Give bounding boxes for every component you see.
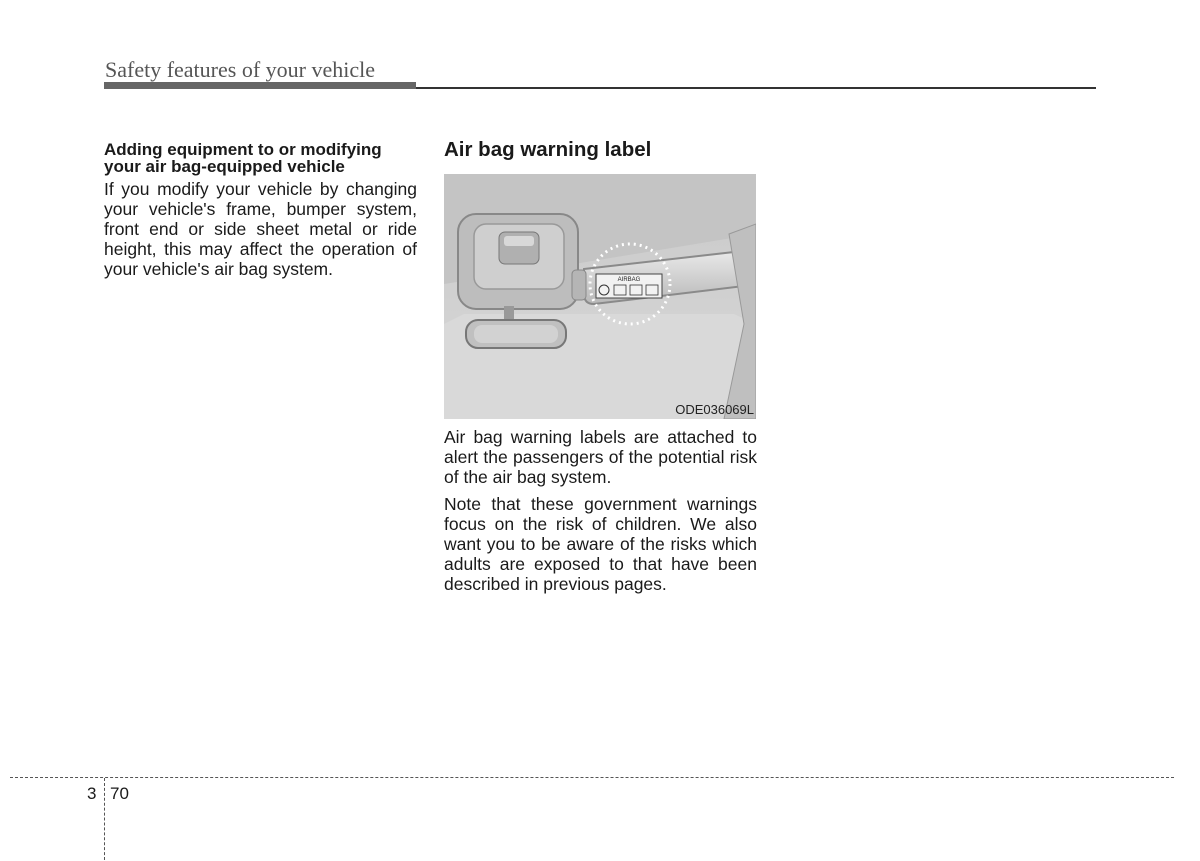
airbag-label-text: AIRBAG (617, 277, 641, 283)
left-column (104, 141, 417, 279)
header-rule-thin (416, 87, 1096, 89)
airbag-label-illustration (444, 174, 756, 419)
page-number: 70 (110, 784, 129, 803)
sun-visor-illustration (444, 174, 756, 419)
page-header-title: Safety features of your vehicle (105, 57, 375, 82)
footer-rule (10, 777, 1174, 778)
figure-code: ODE036069L (675, 402, 754, 417)
modifying-vehicle-subheading: Adding equipment to or modifying your air bag-equipped vehicle (104, 140, 382, 176)
chapter-number: 3 (87, 784, 97, 803)
warning-labels-paragraph: Air bag warning labels are attached to alert the passengers of the potential risk of the air bag system. (444, 427, 757, 487)
header-rule-thick (104, 82, 416, 89)
right-column (444, 138, 757, 594)
footer-divider (104, 778, 105, 860)
modifying-vehicle-paragraph: If you modify your vehicle by changing your vehicle's frame, bumper system, front end or side sheet metal or ride height, this may affect the operation of your vehicle's air bag system. (104, 179, 417, 279)
airbag-warning-label-heading: Air bag warning label (444, 138, 652, 161)
government-warnings-paragraph: Note that these government warnings focus on the risk of children. We also want you to be aware of the risks which adults are exposed to that have been described in previous pages. (444, 494, 757, 594)
